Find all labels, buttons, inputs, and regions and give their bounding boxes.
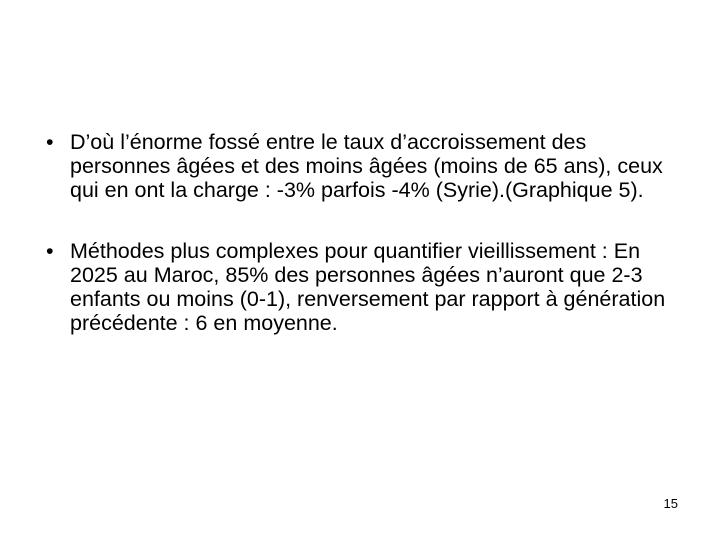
bullet-item <box>46 130 686 202</box>
page-number: 15 <box>663 496 678 511</box>
bullet-marker: • <box>46 239 54 263</box>
bullet-text: D’où l’énorme fossé entre le taux d’accroissement des personnes âgées et des moins âgées (moins de 65 ans), ceux qui en ont la charge : -3% parfois -4% (Syrie).(Graphique 5). <box>70 130 663 202</box>
bullet-item <box>46 239 686 335</box>
bullet-text: Méthodes plus complexes pour quantifier vieillissement : En 2025 au Maroc, 85% des personnes âgées n’auront que 2-3 enfants ou moins (0-1), renversement par rapport à génération précédente : 6 en moyenne. <box>70 239 666 335</box>
bullet-list <box>46 130 686 335</box>
bullet-marker: • <box>46 130 54 154</box>
